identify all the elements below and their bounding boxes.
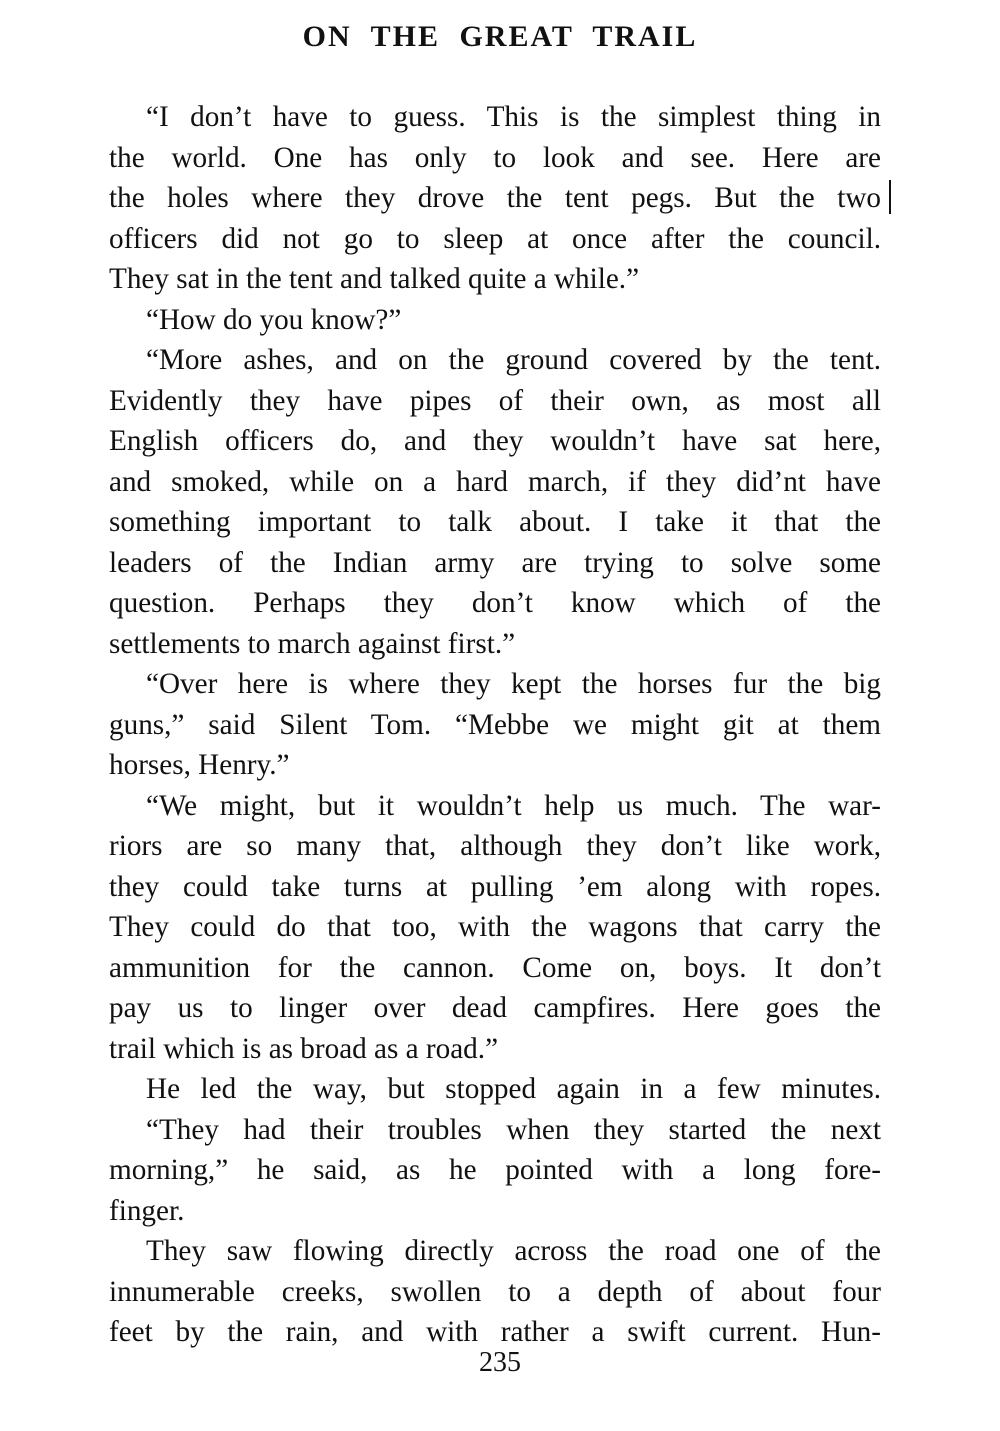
text-line: “They had their troubles when they started the next (146, 1113, 881, 1146)
page-number: 235 (479, 1347, 521, 1378)
text-line: riors are so many that, although they don’t like work, (109, 830, 881, 862)
text-line: pay us to linger over dead campfires. Here goes the (109, 992, 881, 1024)
text-line: morning,” he said, as he pointed with a long fore- (109, 1154, 881, 1186)
text-line: settlements to march against first.” (109, 627, 516, 660)
text-line: He led the way, but stopped again in a few minutes. (146, 1073, 881, 1105)
body-text (109, 97, 881, 1353)
text-line: and smoked, while on a hard march, if they did’nt have (109, 465, 881, 498)
text-line: they could take turns at pulling ’em along with ropes. (109, 870, 881, 903)
text-line: They could do that too, with the wagons that carry the (109, 911, 881, 943)
text-line: They saw flowing directly across the road one of the (146, 1235, 881, 1267)
text-line: question. Perhaps they don’t know which of the (109, 587, 881, 619)
text-line: the holes where they drove the tent pegs. But the two (109, 182, 881, 214)
text-line: officers did not go to sleep at once after the council. (109, 222, 881, 255)
text-line: the world. One has only to look and see. Here are (109, 141, 881, 174)
text-line: “Over here is where they kept the horses fur the big (146, 668, 881, 700)
text-line: something important to talk about. I take it that the (109, 506, 881, 538)
text-line: horses, Henry.” (109, 749, 290, 781)
text-line: “We might, but it wouldn’t help us much. The war- (146, 789, 881, 822)
text-line: “More ashes, and on the ground covered by the tent. (146, 344, 881, 376)
text-line: innumerable creeks, swollen to a depth of about four (109, 1275, 881, 1308)
running-header: ON THE GREAT TRAIL (302, 20, 698, 53)
text-line: ammunition for the cannon. Come on, boys. It don’t (109, 951, 881, 984)
text-line: leaders of the Indian army are trying to solve some (109, 546, 881, 579)
margin-line-mark (889, 180, 891, 214)
text-line: trail which is as broad as a road.” (109, 1032, 499, 1065)
text-line: feet by the rain, and with rather a swift current. Hun- (109, 1316, 881, 1348)
text-line: Evidently they have pipes of their own, as most all (109, 384, 881, 417)
text-line: “How do you know?” (146, 303, 402, 336)
text-line: finger. (109, 1194, 185, 1227)
text-line: “I don’t have to guess. This is the simplest thing in (146, 101, 881, 133)
text-line: guns,” said Silent Tom. “Mebbe we might git at them (109, 708, 881, 741)
text-line: English officers do, and they wouldn’t have sat here, (109, 425, 881, 457)
text-line: They sat in the tent and talked quite a while.” (109, 263, 640, 295)
